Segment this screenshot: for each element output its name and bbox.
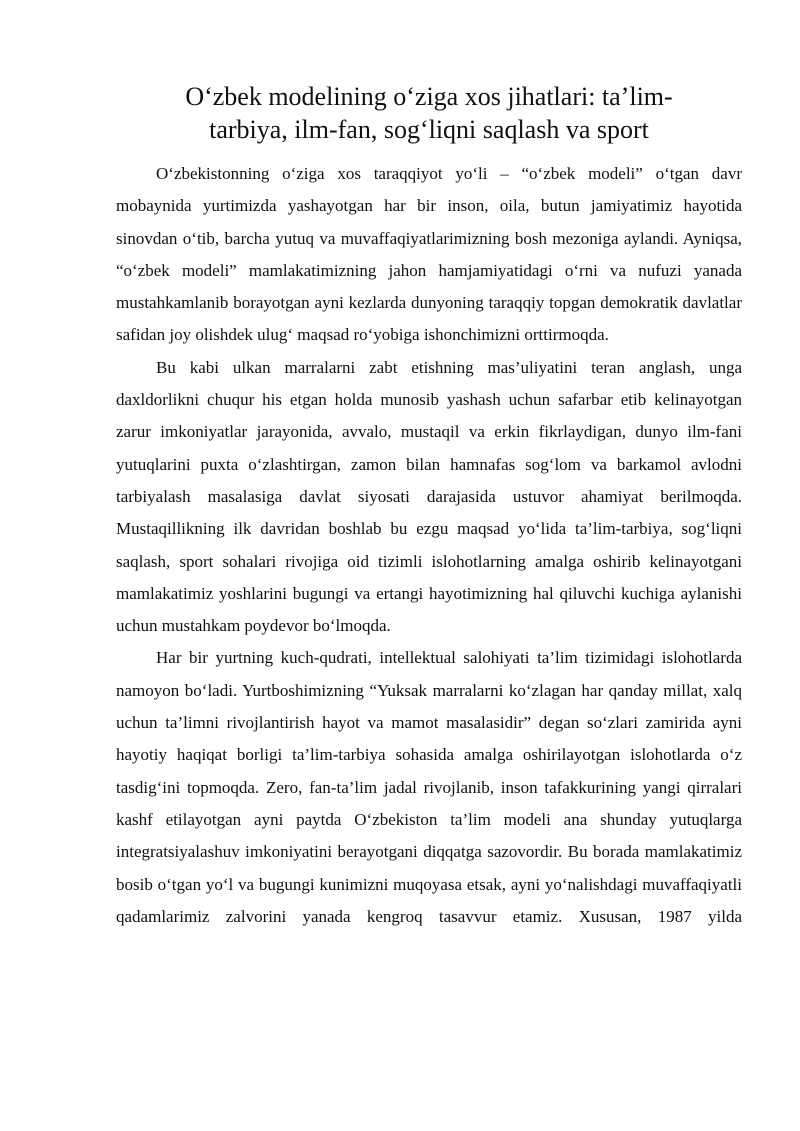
paragraph-1: O‘zbekistonning o‘ziga xos taraqqiyot yo‘li – “o‘zbek modeli” o‘tgan davr mobaynida yurtimizda yashayotgan har bir inson, oila, butun jamiyatimiz hayotida sinovdan o‘tib, barcha yutuq va muvaffaqiyatlarimizning bosh mezoniga aylandi. Ayniqsa, “o‘zbek modeli” mamlakatimizning jahon hamjamiyatidagi o‘rni va nufuzi yanada mustahkamlanib borayotgan ayni kezlarda dunyoning taraqqiy topgan demokratik davlatlar safidan joy olishdek ulug‘ maqsad ro‘yobiga ishonchimizni orttirmoqda. xyxy=(116,164,742,345)
paragraph-2: Bu kabi ulkan marralarni zabt etishning mas’uliyatini teran anglash, unga daxldorlikni chuqur his etgan holda munosib yashash uchun safarbar etib kelinayotgan zarur imkoniyatlar jarayonida, avvalo, mustaqil va erkin fikrlaydigan, dunyo ilm-fani yutuqlarini puxta o‘zlashtirgan, zamon bilan hamnafas sog‘lom va barkamol avlodni tarbiyalash masalasiga davlat siyosati darajasida ustuvor ahamiyat berilmoqda. Mustaqillikning ilk davridan boshlab bu ezgu maqsad yo‘lida ta’lim-tarbiya, sog‘liqni saqlash, sport sohalari rivojiga oid tizimli islohotlarning amalga oshirib kelinayotgani mamlakatimiz yoshlarini bugungi va ertangi hayotimizning hal qiluvchi kuchiga aylanishi uchun mustahkam poydevor bo‘lmoqda. xyxy=(116,357,742,636)
title-line-1: O‘zbek modelining o‘ziga xos jihatlari: ta’lim- xyxy=(185,82,673,111)
page-title xyxy=(116,80,742,146)
paragraph-3: Har bir yurtning kuch-qudrati, intellektual salohiyati ta’lim tizimidagi islohotlarda namoyon bo‘ladi. Yurtboshimizning “Yuksak marralarni ko‘zlagan har qanday millat, xalq uchun ta’limni rivojlantirish hayot va mamot masalasidir” degan so‘zlari zamirida ayni hayotiy haqiqat borligi ta’lim-tarbiya sohasida amalga oshirilayotgan islohotlarda o‘z tasdig‘ini topmoqda. Zero, fan-ta’lim jadal rivojlanib, inson tafakkurining yangi qirralari kashf etilayotgan ayni paytda O‘zbekiston ta’lim modeli ana shunday yutuqlarga integratsiyalashuv imkoniyatini berayotgani diqqatga sazovordir. Bu borada mamlakatimiz bosib o‘tgan yo‘l va bugungi kunimizni muqoyasa etsak, ayni yo‘nalishdagi muvaffaqiyatli qadamlarimiz zalvorini yanada kengroq tasavvur etamiz. Xususan, 1987 yilda xyxy=(116,648,742,926)
title-line-2: tarbiya, ilm-fan, sog‘liqni saqlash va sport xyxy=(209,115,649,144)
document-page xyxy=(116,80,742,933)
